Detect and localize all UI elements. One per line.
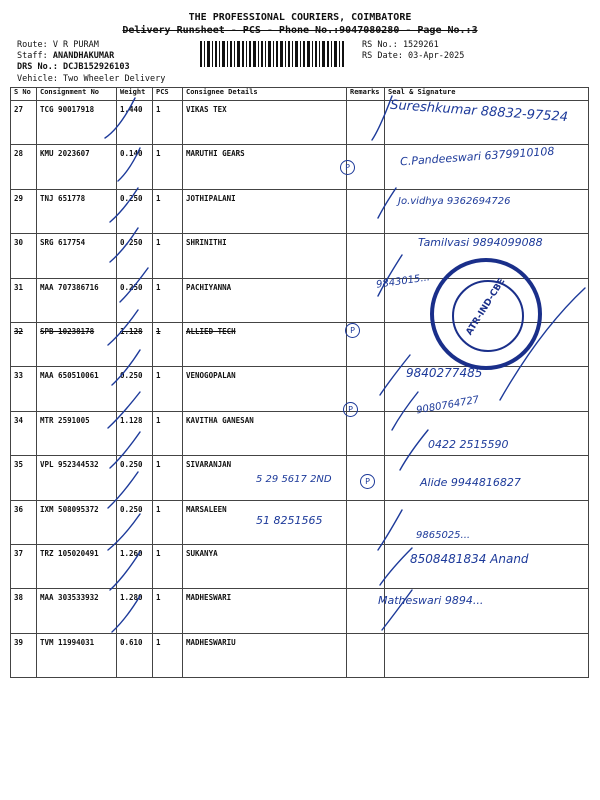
table-cell: MADHESWARIU [183,633,347,677]
table-cell: MAA 707386716 [37,278,117,322]
table-cell: TRZ 105020491 [37,544,117,588]
signature-39: Matheswari 9894... [378,594,484,607]
table-cell: MAA 303533932 [37,589,117,633]
table-row [11,367,589,411]
table-cell: 34 [11,411,37,455]
table-cell: 1 [153,544,183,588]
security-seal-stamp: ATR-IND-CBE [430,258,542,370]
table-cell [347,234,385,278]
table-cell: 27 [11,101,37,145]
table-cell: 30 [11,234,37,278]
table-cell: SIVARANJAN [183,456,347,500]
table-cell: VIKAS TEX [183,101,347,145]
table-cell: 38 [11,589,37,633]
col-header-consignment: Consignment No [37,88,117,101]
table-cell: MARSALEEN [183,500,347,544]
table-cell: TNJ 651778 [37,189,117,233]
table-cell: 1 [153,145,183,189]
col-header-weight: Weight [117,88,153,101]
table-cell [347,411,385,455]
table-cell: MAA 650510061 [37,367,117,411]
col-header-pcs: PCS [153,88,183,101]
vehicle: Vehicle: Two Wheeler Delivery [17,74,166,84]
table-header-row [11,88,589,101]
table-cell: 0.140 [117,145,153,189]
table-cell: 39 [11,633,37,677]
table-cell: 1 [153,322,183,366]
table-cell: TVM 11994031 [37,633,117,677]
table-cell: 1.440 [117,101,153,145]
signature-29: Jo.vidhya 9362694726 [398,196,511,207]
table-cell [347,544,385,588]
table-cell: 1 [153,101,183,145]
table-cell: 1.128 [117,322,153,366]
signature-36: Alide 9944816827 [420,476,521,489]
table-cell: 37 [11,544,37,588]
table-cell: MTR 2591005 [37,411,117,455]
signature-37: 9865025... [416,530,471,541]
table-cell: 1 [153,367,183,411]
table-cell: 32 [11,322,37,366]
table-cell [347,101,385,145]
runsheet-table [10,87,589,678]
table-cell: 0.250 [117,234,153,278]
table-cell: TCG 90017918 [37,101,117,145]
p-remark-28: P [340,160,355,175]
table-cell: 1 [153,411,183,455]
table-cell: 1 [153,633,183,677]
table-cell: 0.250 [117,500,153,544]
table-cell: 1 [153,234,183,278]
page-title: THE PROFESSIONAL COURIERS, COIMBATORE [188,12,412,23]
table-cell: 0.610 [117,633,153,677]
barcode-image [198,41,348,67]
route: Route: V R PURAM [17,40,99,50]
table-cell: SUKANYA [183,544,347,588]
table-cell: IXM 508095372 [37,500,117,544]
table-cell: 1 [153,500,183,544]
staff: Staff: ANANDHAKUMAR [17,51,115,61]
table-cell [347,633,385,677]
table-cell: VENOGOPALAN [183,367,347,411]
note-36: 5 29 5617 2ND [256,474,332,485]
table-cell: JOTHIPALANI [183,189,347,233]
table-cell: VPL 952344532 [37,456,117,500]
rs-number: RS No.: 1529261 [362,40,439,50]
table-cell: SHRINITHI [183,234,347,278]
table-cell: 1 [153,278,183,322]
table-cell [385,633,589,677]
table-cell: SPB 10238178 [37,322,117,366]
table-row [11,589,589,633]
table-cell: KAVITHA GANESAN [183,411,347,455]
signature-27: Sureshkumar 88832-97524 [389,97,569,126]
table-cell: 35 [11,456,37,500]
table-cell: 36 [11,500,37,544]
table-cell: 28 [11,145,37,189]
signature-31: 9843015... [375,272,431,291]
table-cell [347,500,385,544]
table-cell: 31 [11,278,37,322]
table-cell: 1 [153,456,183,500]
col-header-remarks: Remarks [347,88,385,101]
table-cell: KMU 2023607 [37,145,117,189]
signature-38: 8508481834 Anand [410,552,529,566]
signature-30: Tamilvasi 9894099088 [418,236,543,249]
signature-34: 9080764727 [415,394,481,417]
table-cell: ALLIED TECH [183,322,347,366]
page-subtitle: Delivery Runsheet - PCS - Phone No.:9047080280 - Page No.:3 [122,25,478,36]
table-cell [347,189,385,233]
meta-right [362,40,464,62]
table-cell: 0.250 [117,456,153,500]
table-cell: MADHESWARI [183,589,347,633]
meta-left [17,40,130,73]
table-cell: 1 [153,189,183,233]
signature-28: C.Pandeeswari 6379910108 [399,144,555,169]
table-cell: 33 [11,367,37,411]
table-cell: 1.280 [117,589,153,633]
signature-35: 0422 2515590 [428,438,509,451]
table-cell: 0.250 [117,278,153,322]
col-header-signature: Seal & Signature [385,88,589,101]
col-header-sno: S No [11,88,37,101]
table-cell: 29 [11,189,37,233]
rs-date: RS Date: 03-Apr-2025 [362,51,465,61]
table-row [11,633,589,677]
signature-33: 9840277485 [406,366,483,380]
table-cell: SRG 617754 [37,234,117,278]
drs-number: DRS No.: DCJB152926103 [17,62,130,72]
table-cell: 1.260 [117,544,153,588]
table-cell: 0.250 [117,189,153,233]
p-remark-34: P [343,402,358,417]
table-cell: 0.250 [117,367,153,411]
p-remark-36: P [360,474,375,489]
table-cell: 1 [153,589,183,633]
p-remark-32: P [345,323,360,338]
table-cell: 1.128 [117,411,153,455]
table-cell: PACHIYANNA [183,278,347,322]
note-37: 51 8251565 [256,514,323,527]
table-cell: MARUTHI GEARS [183,145,347,189]
col-header-consignee: Consignee Details [183,88,347,101]
